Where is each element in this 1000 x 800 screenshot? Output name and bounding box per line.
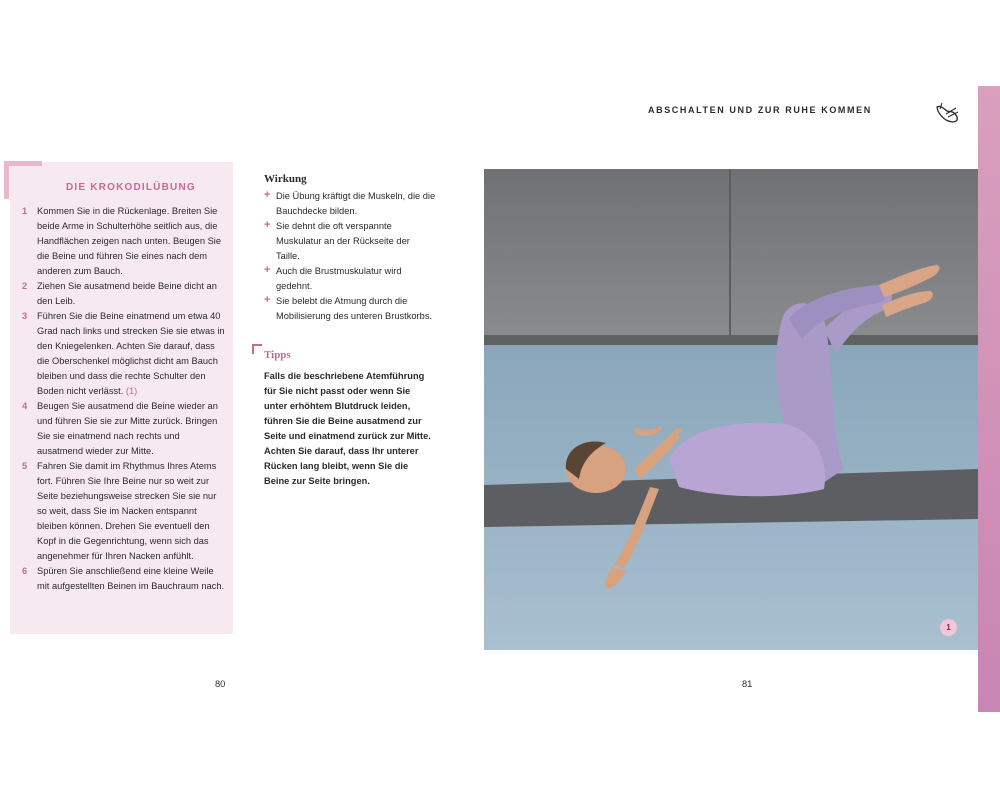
exercise-photo bbox=[484, 169, 978, 650]
step-text: Ziehen Sie ausatmend beide Beine dicht an den Leib. bbox=[37, 281, 217, 306]
plus-icon: + bbox=[264, 264, 271, 276]
tipps-text bbox=[264, 369, 436, 489]
tipps-paragraph: Falls die beschriebene Atemführung für Sie nicht passt oder wenn Sie unter erhöhtem Blutdruck leiden, führen Sie die Beine ausatmend zur Seite und einatmend zurück zur Mitte. bbox=[264, 371, 431, 441]
tipps-heading: Tipps bbox=[264, 349, 291, 361]
step-text: Führen Sie die Beine einatmend um etwa 40 Grad nach links und strecken Sie sie etwas in den Kniegelenken. Achten Sie darauf, dass die Oberschenkel möglichst dicht am Bauch bleiben und dass die rechte Schulter den Boden nicht verlässt. bbox=[37, 311, 225, 396]
step-number: 5 bbox=[22, 461, 28, 471]
chapter-edge-tab bbox=[978, 86, 1000, 712]
step-number: 6 bbox=[22, 566, 28, 576]
plus-icon: + bbox=[264, 219, 271, 231]
wirkung-text: Sie dehnt die oft verspannte Muskulatur an der Rückseite der Taille. bbox=[276, 221, 410, 261]
exercise-title: DIE KROKODILÜBUNG bbox=[66, 182, 196, 193]
step-number: 4 bbox=[22, 401, 28, 411]
step-number: 3 bbox=[22, 311, 28, 321]
plus-icon: + bbox=[264, 189, 271, 201]
wirkung-text: Sie belebt die Atmung durch die Mobilisierung des unteren Brustkorbs. bbox=[276, 296, 433, 321]
exercise-steps bbox=[22, 204, 228, 594]
step-text: Spüren Sie anschließend eine kleine Weile mit aufgestellten Beinen im Bauchraum nach. bbox=[37, 566, 225, 591]
wirkung-list bbox=[264, 189, 436, 324]
running-head: ABSCHALTEN UND ZUR RUHE KOMMEN bbox=[648, 105, 872, 115]
tipps-paragraph: Achten Sie darauf, dass Ihr unterer Rücken lang bleibt, wenn Sie die Beine zur Seite bringen. bbox=[264, 446, 419, 486]
photo-reference: (1) bbox=[125, 386, 138, 396]
wirkung-item bbox=[264, 294, 436, 324]
step-item bbox=[22, 279, 228, 309]
wirkung-text: Die Übung kräftigt die Muskeln, die die Bauchdecke bilden. bbox=[276, 191, 436, 216]
step-text: Fahren Sie damit im Rhythmus Ihres Atems fort. Führen Sie Ihre Beine nur so weit zur Seite beziehungsweise strecken Sie sie nur so weit, dass Sie im Nacken entspannt bleiben können. Drehen Sie eventuell den Kopf in die Gegenrichtung, wenn sich das angenehmer für Ihren Nacken anfühlt. bbox=[37, 461, 217, 561]
step-item bbox=[22, 309, 228, 399]
box-corner-accent bbox=[4, 161, 42, 199]
page-number-left: 80 bbox=[215, 679, 226, 689]
step-item bbox=[22, 204, 228, 279]
step-number: 2 bbox=[22, 281, 28, 291]
wirkung-text: Auch die Brustmuskulatur wird gedehnt. bbox=[276, 266, 402, 291]
hand-icon bbox=[934, 99, 962, 127]
wirkung-item bbox=[264, 189, 436, 219]
step-item bbox=[22, 459, 228, 564]
wirkung-heading: Wirkung bbox=[264, 173, 307, 185]
page-number-right: 81 bbox=[742, 679, 753, 689]
tipps-corner-accent bbox=[252, 344, 262, 354]
step-number: 1 bbox=[22, 206, 28, 216]
step-text: Beugen Sie ausatmend die Beine wieder an und führen Sie sie zur Mitte zurück. Bringen Sie sie einatmend nach rechts und ausatmend wieder zur Mitte. bbox=[37, 401, 218, 456]
photo-reference-badge: 1 bbox=[940, 619, 957, 636]
step-item bbox=[22, 399, 228, 459]
step-text: Kommen Sie in die Rückenlage. Breiten Sie beide Arme in Schulterhöhe seitlich aus, die Handflächen zeigen nach unten. Beugen Sie die Beine und führen Sie eines nach dem anderen zum Bauch. bbox=[37, 206, 222, 276]
wirkung-item bbox=[264, 219, 436, 264]
plus-icon: + bbox=[264, 294, 271, 306]
wirkung-item bbox=[264, 264, 436, 294]
step-item bbox=[22, 564, 228, 594]
